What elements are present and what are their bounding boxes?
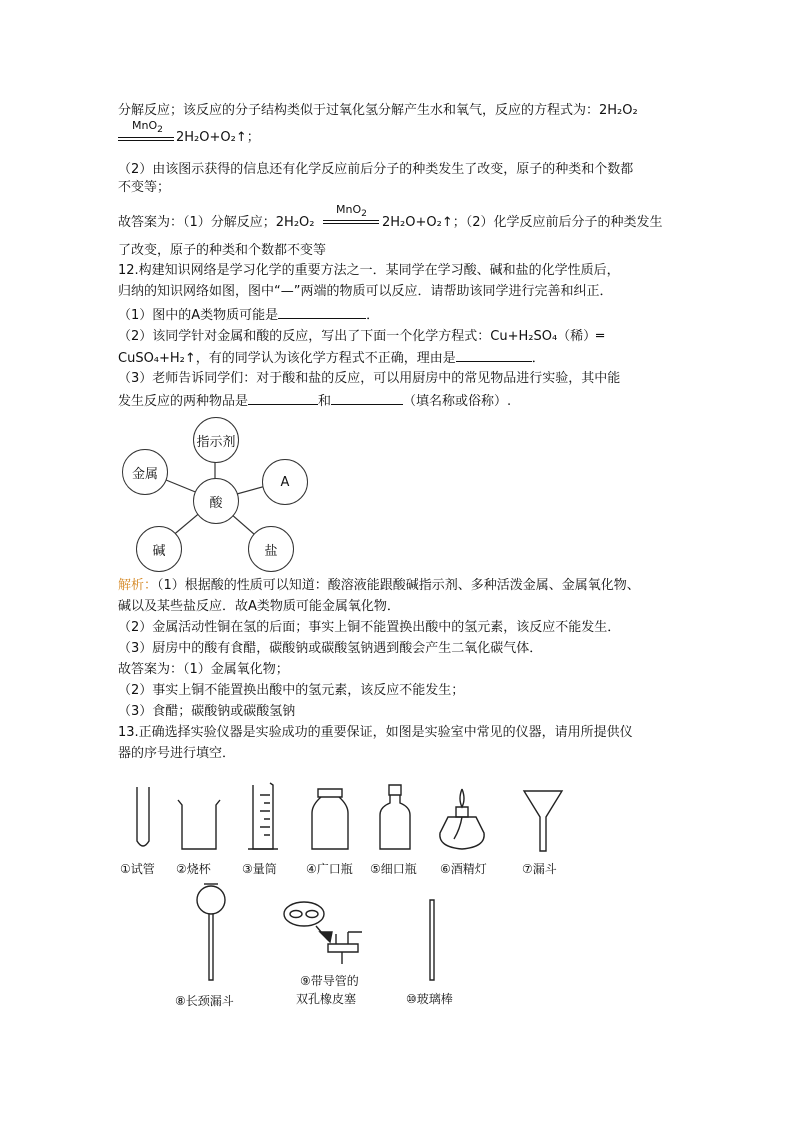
- reaction-condition: MnO$_2$: [336, 203, 367, 220]
- test-tube-icon: [137, 787, 149, 846]
- acid-knowledge-network: [115, 415, 305, 575]
- analysis-line: （3）厨房中的酸有食醋，碳酸钠或碳酸氢钠遇到酸会产生二氧化碳气体．: [118, 641, 543, 656]
- analysis-line: 解析：（1）根据酸的性质可以知道：酸溶液能跟酸碱指示剂、多种活泼金属、金属氧化物、: [118, 578, 640, 593]
- answer-line: （2）事实上铜不能置换出酸中的氢元素，该反应不能发生；: [118, 683, 465, 698]
- instrument-label: ⑦漏斗: [522, 862, 557, 876]
- answer-line: 故答案为：（1）分解反应；2H₂O₂: [118, 215, 315, 230]
- answer-blank[interactable]: [248, 391, 318, 405]
- answer-line: 故答案为：（1）金属氧化物；: [118, 662, 289, 677]
- question-12-line: （1）图中的A类物质可能是 ．: [118, 305, 379, 325]
- node-salt: 盐: [248, 526, 294, 572]
- wide-mouth-bottle-icon: [312, 789, 348, 849]
- instruments-row-1: [110, 765, 580, 860]
- answer-blank[interactable]: [456, 348, 532, 362]
- question-12-line: （3）老师告诉同学们：对于酸和盐的反应，可以用厨房中的常见物品进行实验，其中能: [118, 371, 621, 386]
- narrow-mouth-bottle-icon: [380, 785, 410, 849]
- question-13-line: 器的序号进行填空．: [118, 746, 236, 761]
- answer-line: 了改变，原子的种类和个数都不变等: [118, 243, 327, 258]
- analysis-line: 碱以及某些盐反应．故A类物质可能金属氧化物．: [118, 599, 400, 614]
- instrument-label: ⑨带导管的: [300, 974, 359, 988]
- answer-blank[interactable]: [331, 391, 403, 405]
- equation-line: [323, 220, 379, 221]
- question-12-line: 归纳的知识网络如图，图中“—”两端的物质可以反应．请帮助该同学进行完善和纠正．: [118, 284, 613, 299]
- instrument-label: ②烧杯: [176, 862, 211, 876]
- answer-line: 2H₂O+O₂↑；（2）化学反应前后分子的种类发生: [382, 215, 663, 230]
- equation-line: [118, 140, 174, 141]
- node-acid: 酸: [193, 478, 239, 524]
- instrument-label: ⑥酒精灯: [440, 862, 487, 876]
- equation-line: [323, 223, 379, 224]
- glass-rod-icon: [430, 900, 434, 980]
- node-a: A: [262, 459, 308, 505]
- question-12-line: 发生反应的两种物品是 和 （填名称或俗称）.: [118, 391, 511, 411]
- measuring-cylinder-icon: [248, 783, 278, 849]
- node-indicator: 指示剂: [193, 417, 239, 463]
- beaker-icon: [178, 800, 220, 849]
- instrument-label: ⑩玻璃棒: [406, 992, 453, 1006]
- answer-blank[interactable]: [278, 305, 366, 319]
- question-12-line: （2）该同学针对金属和酸的反应，写出了下面一个化学方程式：Cu+H₂SO₄（稀）═: [118, 329, 604, 344]
- instrument-label: ⑧长颈漏斗: [175, 994, 234, 1008]
- node-metal: 金属: [122, 449, 168, 495]
- instrument-label: ④广口瓶: [306, 862, 353, 876]
- instrument-label: ⑤细口瓶: [370, 862, 417, 876]
- rubber-stopper-icon: [284, 902, 362, 964]
- question-12-line: 12.构建知识网络是学习化学的重要方法之一．某同学在学习酸、碱和盐的化学性质后，: [118, 263, 620, 278]
- instrument-label: ③量筒: [242, 862, 277, 876]
- long-neck-funnel-icon: [197, 884, 225, 980]
- answer-line: （3）食醋；碳酸钠或碳酸氢钠: [118, 704, 296, 719]
- node-base: 碱: [136, 526, 182, 572]
- question-13-line: 13.正确选择实验仪器是实验成功的重要保证，如图是实验室中常见的仪器，请用所提供仪: [118, 725, 633, 740]
- instrument-label: ①试管: [120, 862, 155, 876]
- instrument-label: 双孔橡皮塞: [296, 992, 357, 1006]
- alcohol-lamp-icon: [440, 789, 484, 849]
- text-line: （2）由该图示获得的信息还有化学反应前后分子的种类发生了改变，原子的种类和个数都: [118, 162, 634, 177]
- reaction-condition: MnO$_2$: [132, 119, 163, 136]
- equation-line: [118, 137, 174, 138]
- question-12-line: CuSO₄+H₂↑，有的同学认为该化学方程式不正确，理由是 ．: [118, 348, 545, 368]
- equation-product: 2H₂O+O₂↑；: [176, 130, 260, 145]
- text-line: 分解反应；该反应的分子结构类似于过氧化氢分解产生水和氧气，反应的方程式为：2H₂O₂: [118, 103, 638, 118]
- text-line: 不变等；: [118, 180, 171, 195]
- funnel-icon: [524, 791, 562, 851]
- analysis-line: （2）金属活动性铜在氢的后面；事实上铜不能置换出酸中的氢元素，该反应不能发生．: [118, 620, 621, 635]
